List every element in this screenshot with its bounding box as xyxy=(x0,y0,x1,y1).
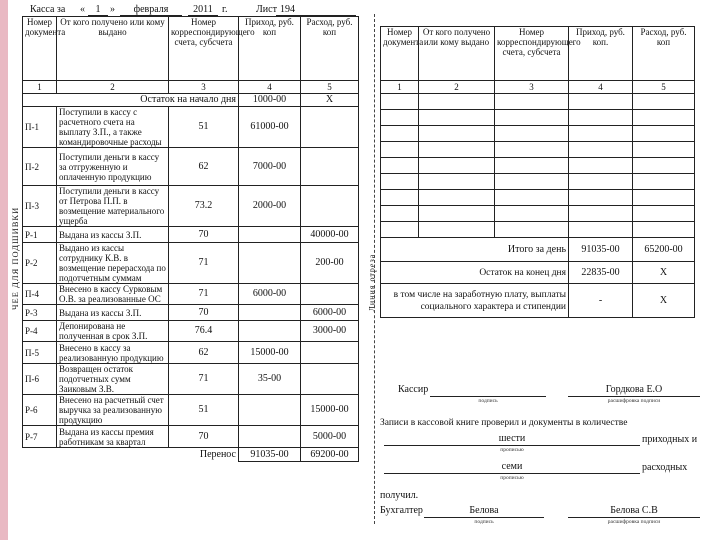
empty-cell xyxy=(381,158,419,174)
doc-code: Р-2 xyxy=(23,243,57,284)
incl-label: в том числе на заработную плату, выплаты социального характера и стипендии xyxy=(381,284,569,318)
accountant-decode-hint: расшифровка подписи xyxy=(607,519,661,525)
row-account: 70 xyxy=(169,305,239,321)
empty-cell xyxy=(569,158,633,174)
out-docs-label: расходных xyxy=(642,462,688,473)
row-description: Выдана из кассы премия работникам за квартал xyxy=(57,426,169,448)
empty-cell xyxy=(495,222,569,238)
empty-cell xyxy=(495,126,569,142)
empty-row xyxy=(381,190,695,206)
incl-income: - xyxy=(569,284,633,318)
col-num: 1 xyxy=(381,81,419,94)
row-account: 70 xyxy=(169,227,239,243)
ledger-row xyxy=(23,186,359,227)
empty-cell xyxy=(569,206,633,222)
count-in-words: шести xyxy=(498,433,526,444)
doc-code: Р-4 xyxy=(23,321,57,342)
row-income: 7000-00 xyxy=(239,148,301,186)
row-expense xyxy=(301,364,359,395)
binding-strip xyxy=(0,0,8,540)
carry-expense: 69200-00 xyxy=(301,448,359,462)
col-expense: Расход, руб. коп xyxy=(633,27,695,81)
empty-cell xyxy=(569,190,633,206)
row-account: 71 xyxy=(169,364,239,395)
empty-cell xyxy=(419,142,495,158)
doc-code: Р-7 xyxy=(23,426,57,448)
empty-cell xyxy=(569,110,633,126)
row-description: Возвращен остаток подотчетных сумм Заиковым З.В. xyxy=(57,364,169,395)
empty-cell xyxy=(419,174,495,190)
day-open-quote: « xyxy=(80,4,85,15)
row-account: 51 xyxy=(169,107,239,148)
kassa-label: Касса за xyxy=(30,4,66,15)
col-num: 3 xyxy=(495,81,569,94)
ledger-row xyxy=(23,364,359,395)
col-num: 1 xyxy=(23,81,57,94)
row-income: 2000-00 xyxy=(239,186,301,227)
row-expense: 40000-00 xyxy=(301,227,359,243)
ledger-row xyxy=(23,305,359,321)
row-description: Поступили деньги в кассу от Петрова П.П. в возмещение материального ущерба xyxy=(57,186,169,227)
row-income xyxy=(239,227,301,243)
empty-cell xyxy=(633,110,695,126)
empty-cell xyxy=(495,206,569,222)
empty-cell xyxy=(419,190,495,206)
col-num: 5 xyxy=(633,81,695,94)
empty-cell xyxy=(495,158,569,174)
row-description: Внесено на расчетный счет выручка за реализованную продукцию xyxy=(57,395,169,426)
sheet-number: 194 xyxy=(280,4,295,15)
row-account: 76.4 xyxy=(169,321,239,342)
row-description: Выдана из кассы З.П. xyxy=(57,227,169,243)
incl-row xyxy=(381,284,695,318)
col-account: Номер корреспондирующего счета, субсчета xyxy=(495,27,569,81)
row-account: 73.2 xyxy=(169,186,239,227)
col-from-whom: От кого получено или кому выдано xyxy=(57,17,169,81)
empty-cell xyxy=(633,206,695,222)
doc-code: Р-3 xyxy=(23,305,57,321)
empty-cell xyxy=(495,94,569,110)
accountant-signature: Белова xyxy=(469,505,499,516)
day-total-label: Итого за день xyxy=(381,238,569,262)
accountant-sig-hint: подпись xyxy=(474,519,494,525)
empty-cell xyxy=(419,94,495,110)
empty-row xyxy=(381,110,695,126)
opening-label: Остаток на начало дня xyxy=(57,94,239,107)
col-expense: Расход, руб. коп xyxy=(301,17,359,81)
row-account: 70 xyxy=(169,426,239,448)
check-text: Записи в кассовой книге проверил и документы в количестве xyxy=(380,418,628,428)
empty-cell xyxy=(419,110,495,126)
year-value: 2011 xyxy=(193,4,213,15)
ledger-row xyxy=(23,342,359,364)
empty-row xyxy=(381,174,695,190)
empty-cell xyxy=(495,190,569,206)
opening-income: 1000-00 xyxy=(239,94,301,107)
empty-cell xyxy=(381,222,419,238)
accountant-label: Бухгалтер xyxy=(380,505,423,516)
carry-label: Перенос xyxy=(199,448,236,460)
col-account: Номер корреспондирующего счета, субсчета xyxy=(169,17,239,81)
row-income xyxy=(239,395,301,426)
col-num: 4 xyxy=(569,81,633,94)
row-expense xyxy=(301,107,359,148)
ledger-row xyxy=(23,395,359,426)
end-balance-expense: X xyxy=(633,262,695,284)
cash-book-left-table xyxy=(22,16,359,462)
row-expense xyxy=(301,342,359,364)
col-num: 4 xyxy=(239,81,301,94)
end-balance-label: Остаток на конец дня xyxy=(381,262,569,284)
ledger-row xyxy=(23,227,359,243)
empty-cell xyxy=(381,94,419,110)
row-expense xyxy=(301,148,359,186)
doc-code: Р-1 xyxy=(23,227,57,243)
cash-book-right-table xyxy=(380,26,695,318)
empty-cell xyxy=(569,94,633,110)
row-expense: 6000-00 xyxy=(301,305,359,321)
doc-code: П-5 xyxy=(23,342,57,364)
row-account: 71 xyxy=(169,243,239,284)
empty-cell xyxy=(419,126,495,142)
row-description: Поступили в кассу с расчетного счета на выплату З.П., а также командировочные расходы xyxy=(57,107,169,148)
col-doc-no: Номер документа xyxy=(381,27,419,81)
cut-line xyxy=(374,14,375,524)
empty-cell xyxy=(633,126,695,142)
row-expense: 5000-00 xyxy=(301,426,359,448)
end-balance-row xyxy=(381,262,695,284)
row-expense: 3000-00 xyxy=(301,321,359,342)
cashier-label: Кассир xyxy=(398,384,429,395)
row-income: 6000-00 xyxy=(239,284,301,305)
row-income: 15000-00 xyxy=(239,342,301,364)
empty-row xyxy=(381,94,695,110)
col-doc-no: Номер документа xyxy=(23,17,57,81)
empty-cell xyxy=(633,158,695,174)
empty-cell xyxy=(633,174,695,190)
row-income xyxy=(239,243,301,284)
day-total-row xyxy=(381,238,695,262)
year-suffix: г. xyxy=(222,4,228,15)
col-income: Приход, руб. коп. xyxy=(569,27,633,81)
empty-cell xyxy=(419,158,495,174)
cut-line-label: Линия отреза xyxy=(367,253,377,312)
col-num: 3 xyxy=(169,81,239,94)
row-account: 62 xyxy=(169,148,239,186)
empty-cell xyxy=(633,222,695,238)
doc-code: Р-6 xyxy=(23,395,57,426)
empty-row xyxy=(381,142,695,158)
ledger-row xyxy=(23,321,359,342)
received-label: получил. xyxy=(380,490,419,501)
ledger-row xyxy=(23,148,359,186)
day-total-income: 91035-00 xyxy=(569,238,633,262)
doc-code: П-4 xyxy=(23,284,57,305)
row-income: 35-00 xyxy=(239,364,301,395)
col-income: Приход, руб. коп xyxy=(239,17,301,81)
empty-cell xyxy=(633,190,695,206)
row-expense: 15000-00 xyxy=(301,395,359,426)
row-income: 61000-00 xyxy=(239,107,301,148)
empty-row xyxy=(381,158,695,174)
opening-balance-row xyxy=(23,94,359,107)
ledger-row xyxy=(23,107,359,148)
empty-cell xyxy=(419,206,495,222)
row-income xyxy=(239,321,301,342)
count-out-words: семи xyxy=(501,461,523,472)
empty-cell xyxy=(381,206,419,222)
row-description: Внесено в кассу Сурковым О.В. за реализованные ОС xyxy=(57,284,169,305)
cashier-decode-hint: расшифровка подписи xyxy=(607,398,661,404)
ledger-row xyxy=(23,426,359,448)
empty-cell xyxy=(381,142,419,158)
empty-cell xyxy=(495,174,569,190)
words-hint-in: прописью xyxy=(500,447,524,453)
empty-cell xyxy=(569,142,633,158)
empty-cell xyxy=(633,142,695,158)
doc-code: П-3 xyxy=(23,186,57,227)
empty-cell xyxy=(381,110,419,126)
col-num: 2 xyxy=(419,81,495,94)
doc-code: П-2 xyxy=(23,148,57,186)
empty-cell xyxy=(569,222,633,238)
ledger-row xyxy=(23,243,359,284)
doc-code: П-6 xyxy=(23,364,57,395)
cashier-sig-hint: подпись xyxy=(478,398,498,404)
ledger-row xyxy=(23,284,359,305)
row-income xyxy=(239,426,301,448)
accountant-name: Белова С.В xyxy=(610,505,658,516)
row-expense: 200-00 xyxy=(301,243,359,284)
in-docs-label: приходных и xyxy=(642,434,698,445)
cashier-name: Гордкова Е.О xyxy=(605,384,663,395)
opening-expense: X xyxy=(301,94,359,107)
words-hint-out: прописью xyxy=(500,475,524,481)
empty-row xyxy=(381,126,695,142)
empty-cell xyxy=(495,142,569,158)
empty-cell xyxy=(569,174,633,190)
empty-cell xyxy=(495,110,569,126)
row-description: Выдана из кассы З.П. xyxy=(57,305,169,321)
row-description: Депонирована не полученная в срок З.П. xyxy=(57,321,169,342)
empty-cell xyxy=(381,190,419,206)
row-account: 62 xyxy=(169,342,239,364)
col-num: 5 xyxy=(301,81,359,94)
sheet-label: Лист xyxy=(256,4,277,15)
col-from-whom: От кого получено или кому выдано xyxy=(419,27,495,81)
incl-expense: X xyxy=(633,284,695,318)
day-total-expense: 65200-00 xyxy=(633,238,695,262)
row-expense xyxy=(301,284,359,305)
empty-row xyxy=(381,222,695,238)
empty-cell xyxy=(381,126,419,142)
empty-row xyxy=(381,206,695,222)
col-num: 2 xyxy=(57,81,169,94)
row-description: Выдано из кассы сотруднику К.В. в возмещение перерасхода по подотчетным суммам xyxy=(57,243,169,284)
month-value: февраля xyxy=(133,4,169,15)
carry-row xyxy=(23,448,359,462)
row-description: Поступили деньги в кассу за отгруженную и оплаченную продукцию xyxy=(57,148,169,186)
row-account: 71 xyxy=(169,284,239,305)
row-description: Внесено в кассу за реализованную продукцию xyxy=(57,342,169,364)
end-balance-income: 22835-00 xyxy=(569,262,633,284)
row-expense xyxy=(301,186,359,227)
empty-cell xyxy=(381,174,419,190)
empty-cell xyxy=(569,126,633,142)
empty-cell xyxy=(633,94,695,110)
day-close-quote: » xyxy=(110,4,115,15)
day-value: 1 xyxy=(95,4,101,15)
carry-income: 91035-00 xyxy=(239,448,301,462)
empty-cell xyxy=(419,222,495,238)
row-account: 51 xyxy=(169,395,239,426)
binding-field-label: ЧЕЕ ДЛЯ ПОДШИВКИ xyxy=(10,206,20,310)
row-income xyxy=(239,305,301,321)
doc-code: П-1 xyxy=(23,107,57,148)
